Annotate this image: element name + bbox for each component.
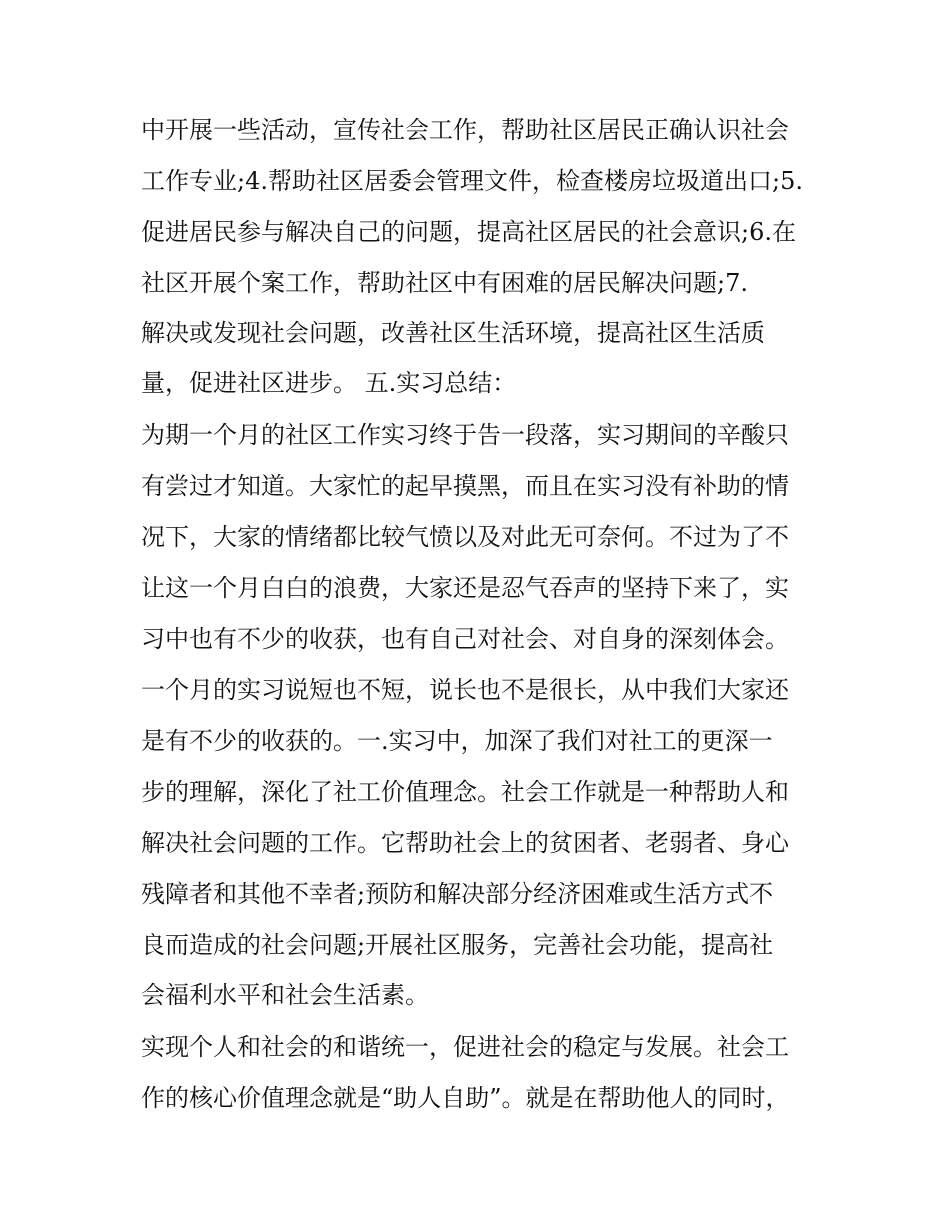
text-line: 实现个人和社会的和谐统一，促进社会的稳定与发展。社会工 — [141, 1033, 789, 1061]
text-line: 量，促进社区进步。 五.实习总结： — [141, 369, 517, 397]
text-line: 让这一个月白白的浪费，大家还是忍气吞声的坚持下来了，实 — [141, 574, 789, 602]
text-line: 会福利水平和社会生活素。 — [141, 981, 429, 1009]
text-line: 工作专业;4.帮助社区居委会管理文件，检查楼房垃圾道出口;5. — [141, 167, 803, 195]
text-line: 良而造成的社会问题;开展社区服务，完善社会功能，提高社 — [141, 931, 774, 959]
text-line: 有尝过才知道。大家忙的起早摸黑，而且在实习没有补助的情 — [141, 472, 789, 500]
text-line: 解决社会问题的工作。它帮助社会上的贫困者、老弱者、身心 — [141, 829, 789, 857]
text-line: 况下，大家的情绪都比较气愤以及对此无可奈何。不过为了不 — [141, 523, 789, 551]
text-line: 习中也有不少的收获，也有自己对社会、对自身的深刻体会。 — [141, 625, 789, 653]
text-line: 解决或发现社会问题，改善社区生活环境，提高社区生活质 — [141, 319, 765, 347]
text-line: 为期一个月的社区工作实习终于告一段落，实习期间的辛酸只 — [141, 421, 789, 449]
text-line: 是有不少的收获的。一.实习中，加深了我们对社工的更深一 — [141, 727, 773, 755]
text-line: 残障者和其他不幸者;预防和解决部分经济困难或生活方式不 — [141, 880, 774, 908]
text-line: 作的核心价值理念就是“助人自助”。就是在帮助他人的同时， — [141, 1084, 790, 1112]
text-line: 促进居民参与解决自己的问题，提高社区居民的社会意识;6.在 — [141, 218, 796, 246]
text-line: 社区开展个案工作，帮助社区中有困难的居民解决问题;7. — [141, 269, 748, 297]
text-line: 中开展一些活动，宣传社会工作，帮助社区居民正确认识社会 — [141, 116, 789, 144]
text-line: 步的理解，深化了社工价值理念。社会工作就是一种帮助人和 — [141, 778, 789, 806]
text-line: 一个月的实习说短也不短，说长也不是很长，从中我们大家还 — [141, 676, 789, 704]
